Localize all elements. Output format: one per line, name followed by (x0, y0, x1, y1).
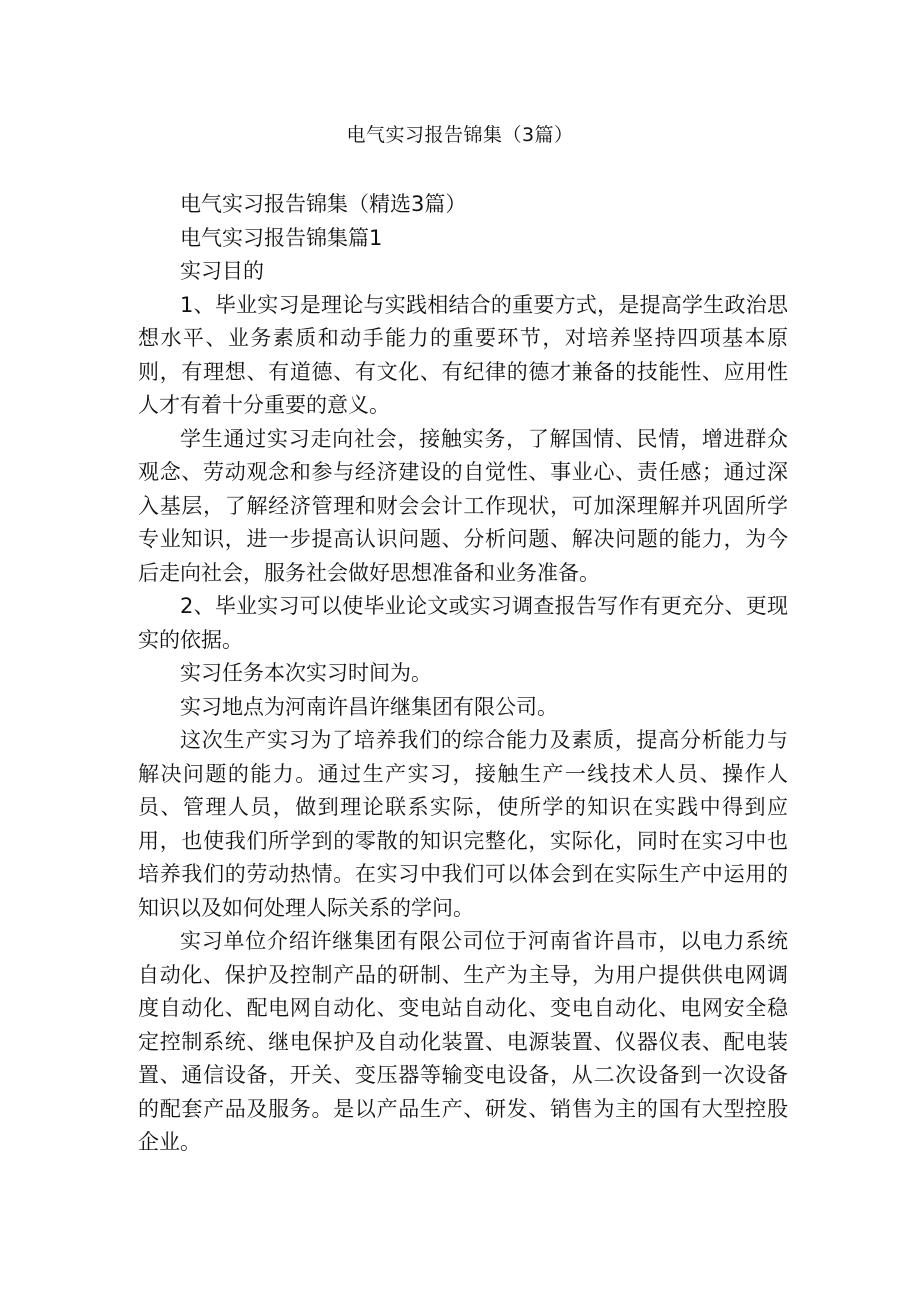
document-title: 电气实习报告锦集（3篇） (346, 124, 574, 146)
body-paragraph: 实习地点为河南许昌许继集团有限公司。 (180, 694, 558, 719)
body-paragraph: 1、毕业实习是理论与实践相结合的重要方式，是提高学生政治思想水平、业务素质和动手能力的重要环节，对培养坚持四项基本原则，有理想、有道德、有文化、有纪律的德才兼备的技能性、应用性人才有着十分重要的意义。 (138, 292, 788, 417)
body-paragraph: 2、毕业实习可以使毕业论文或实习调查报告写作有更充分、更现实的依据。 (138, 594, 788, 652)
document-body (138, 188, 788, 1160)
body-paragraph: 学生通过实习走向社会，接触实务，了解国情、民情，增进群众观念、劳动观念和参与经济建设的自觉性、事业心、责任感；通过深入基层，了解经济管理和财会会计工作现状，可加深理解并巩固所学专业知识，进一步提高认识问题、分析问题、解决问题的能力，为今后走向社会，服务社会做好思想准备和业务准备。 (138, 426, 788, 585)
body-paragraph: 实习任务本次实习时间为。 (180, 661, 432, 685)
body-paragraph: 实习单位介绍许继集团有限公司位于河南省许昌市，以电力系统自动化、保护及控制产品的研制、生产为主导，为用户提供供电网调度自动化、配电网自动化、变电站自动化、变电自动化、电网安全稳定控制系统、继电保护及自动化装置、电源装置、仪器仪表、配电装置、通信设备，开关、变压器等输变电设备，从二次设备到一次设备的配套产品及服务。是以产品生产、研发、销售为主的国有大型控股企业。 (138, 929, 788, 1154)
subtitle-paragraph: 电气实习报告锦集（精选3篇） (180, 192, 467, 216)
body-paragraph: 这次生产实习为了培养我们的综合能力及素质，提高分析能力与解决问题的能力。通过生产实习，接触生产一线技术人员、操作人员、管理人员，做到理论联系实际，使所学的知识在实践中得到应用，也使我们所学到的零散的知识完整化，实际化，同时在实习中也培养我们的劳动热情。在实习中我们可以体会到在实际生产中运用的知识以及如何处理人际关系的学问。 (138, 728, 788, 920)
section-heading-paragraph: 电气实习报告锦集篇1 (180, 225, 383, 250)
purpose-heading-paragraph: 实习目的 (180, 259, 264, 283)
